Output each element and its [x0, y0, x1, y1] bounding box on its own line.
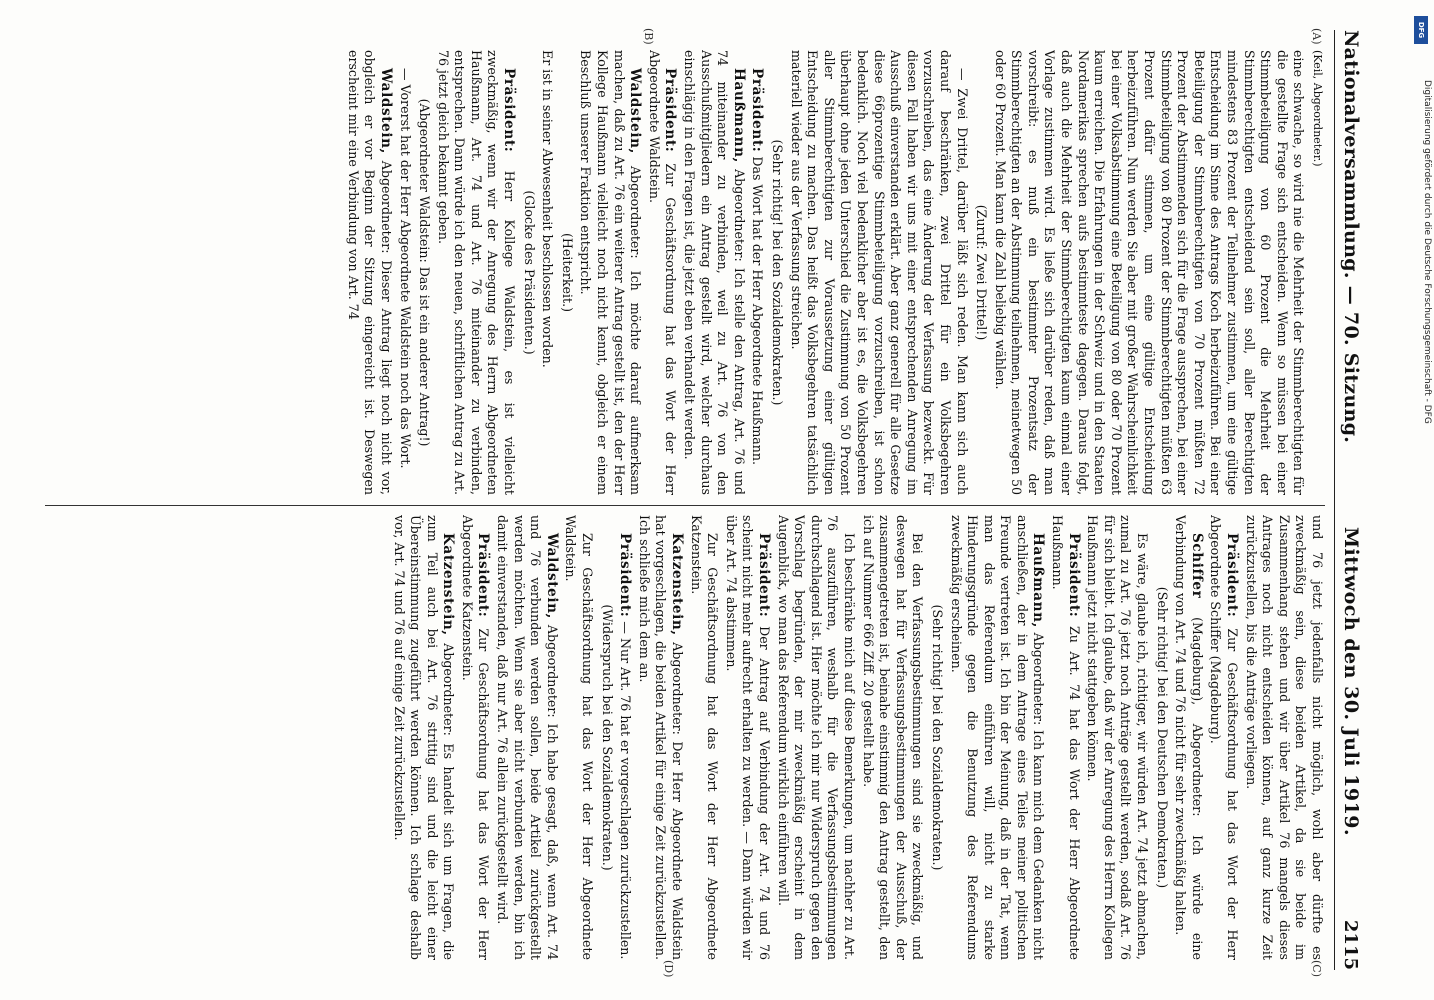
speech-text: Der Antrag auf Verbindung der Art. 74 und 76 scheint nicht mehr aufrecht erhalten zu werden. — Dann würden wir über Art. 74 abstimmen.: [723, 515, 772, 960]
page-header: [1334, 30, 1367, 970]
interjection: (Sehr richtig! bei den Sozialdemokraten.): [929, 604, 945, 871]
speech: [680, 50, 746, 495]
margin-letter-c: (C): [1310, 960, 1323, 977]
paragraph: — Zwei Drittel, darüber läßt sich reden. Man kann sich auch darauf beschränken, zwei Drittel für ein Volksbegehren vorzuschreiben, das eine Änderung der Verfassung bezweckt. Für diesen Fall haben wir uns mit einer entsprechenden Anregung im Ausschuß einverstanden erklärt. Aber ganz generell für alle Gesetze diese 66prozentige Stimmbeteiligung vorzuschreiben, ist schon bedenklich. Noch viel bedenklicher aber ist es, die Volksbegehren überhaupt ohne jeden Unterschied die Zustimmung von 50 Prozent aller Stimmberechtigten zur Voraussetzung einer gültigen Entscheidung zu machen. Das heißt das Volksbegehren tatsächlich materiell wieder aus der Verfassung streichen.: [788, 50, 970, 495]
speaker-name: Präsident:: [501, 68, 518, 153]
interjection: (Widerspruch bei den Sozialdemokraten.): [599, 604, 615, 871]
speaker-continuation: (Keil, Abgeordneter.): [1311, 50, 1324, 167]
speaker-name: Präsident:: [475, 533, 492, 618]
interjection: (Zuruf: Zwei Drittel!): [974, 204, 990, 341]
margin-letter-a: (A): [1310, 28, 1323, 45]
paragraph: Ich beschränke mich auf diese Bemerkungen, um nachher zu Art. 76 auszuführen, weshalb für die Verfassungsbestimmungen durchschlagend ist. Hier möchte ich mir nur Widerspruch gegen den Vorschlag begründen, der mir zweckmäßig erscheint in dem Augenblick, wo man das Referendum wirklich einführen will.: [775, 515, 857, 960]
dfg-logo: [1414, 16, 1428, 44]
speech: [344, 50, 394, 495]
interjection: (Glocke des Präsidenten.): [521, 190, 537, 355]
speech-text: — Nur Art. 76 hat er vorgeschlagen zurückzustellen.: [618, 621, 634, 960]
interjection: (Heiterkeit.): [559, 233, 575, 312]
rotated-page-content: [5, 0, 1375, 1000]
header-assembly-title: Nationalversammlung. — 70. Sitzung.: [1340, 30, 1362, 444]
speech: [390, 515, 456, 960]
margin-letter-b: (B): [642, 28, 655, 45]
speaker-name: Waldstein,: [627, 68, 644, 154]
speech: [947, 515, 1047, 960]
paragraph: Bei den Verfassungsbestimmungen sind sie zweckmäßig, und deswegen hat für Verfassungsbestimmungen der Ausschuß, der zusammengetreten ist, beinahe einstimmig den Antrag gestellt, den ich auf Nummer 666 Ziff. 20 gestellt habe.: [860, 515, 926, 960]
header-date: Mittwoch den 30. Juli 1919.: [1340, 526, 1362, 837]
speech: [434, 50, 517, 495]
paragraph: Zur Geschäftsordnung hat das Wort der Herr Abgeordnete Katzenstein.: [688, 515, 721, 960]
paragraph: eine schwache, so wird nie die Mehrheit der Stimmberechtigten für die gestellte Frage sich entscheiden. Wenn so müssen bei einer Stimmbeteiligung von 60 Prozent die Mehrheit der Stimmberechtigten entscheidend sein soll, aller Berechtigten mindestens 83 Prozent der Teilnehmer zustimmen, um eine gültige Entscheidung im Sinne des Antrags Koch herbeizuführen. Bei einer Beteiligung der Stimmberechtigten von 70 Prozent müßten 72 Prozent der Abstimmenden sich für die Frage aussprechen, bei einer Stimmbeteiligung von 80 Prozent der Stimmberechtigten müßten 63 Prozent dafür stimmen, um eine gültige Entscheidung herbeizuführen. Nun werden Sie aber mit großer Wahrscheinlichkeit bei einer Volksabstimmung eine Beteiligung von 80 oder 70 Prozent kaum erreichen. Die Erfahrungen in der Schweiz und in den Staaten Nordamerikas sprechen aufs bestimmteste dagegen. Daraus folgt, daß auch die Mehrheit der Stimmberechtigten kaum einmal einer Vorlage zustimmen wird. Es ließe sich darüber reden, daß man vorschreibt: es muß ein bestimmter Prozentsatz der Stimmberechtigten an der Abstimmung teilnehmen, meinetwegen 50 oder 60 Prozent. Man kann die Zahl beliebig wählen.: [992, 50, 1307, 495]
speaker-name: Präsident:: [662, 68, 679, 153]
speech-text: Zur Geschäftsordnung hat das Wort der Herr Abgeordnete Waldstein.: [646, 50, 679, 495]
interjection: (Sehr richtig! bei den Deutschen Demokraten.): [1154, 586, 1170, 889]
speaker-name: Katzenstein,: [669, 533, 686, 636]
speaker-name: Präsident:: [749, 68, 766, 153]
speaker-name: Präsident:: [1224, 533, 1241, 618]
speaker-name: Präsident:: [756, 533, 772, 618]
speech: [617, 515, 634, 960]
speech-text: Das Wort hat der Herr Abgeordnete Haußmann.: [750, 156, 766, 465]
speech-text: Zur Geschäftsordnung hat das Wort der Herr Abgeordnete Schiffer (Magdeburg).: [1208, 515, 1241, 960]
speech-text: Abgeordneter: Ich stelle den Antrag, Art. 76 und 74 miteinander zu verbinden, weil zu Art. 76 von den Ausschußmitgliedern ein Antrag gestellt wird, welcher durchaus einschlägig in den Fragen ist, die jetzt eben verhandelt werden.: [682, 50, 747, 495]
speech-text: Zur Geschäftsordnung hat das Wort der Herr Abgeordnete Katzenstein.: [459, 515, 492, 960]
right-column: [25, 515, 1325, 960]
digitization-note-text: Digitalisierung gefördert durch die Deutsche Forschungsgemeinschaft - DFG: [1422, 80, 1432, 424]
speech: [749, 50, 766, 495]
speech: [635, 515, 685, 960]
speaker-name: Haußmann,: [1030, 533, 1047, 628]
interjection: (Abgeordneter Waldstein: Das ist ein anderer Antrag!): [417, 98, 433, 447]
margin-letter-d: (D): [662, 960, 675, 978]
speech-text: Abgeordneter: Ich kann mich dem Gedanken nicht anschließen, der in dem Antrage eines Teiles meiner politischen Freunde vertreten ist. Ich bin der Meinung, daß in der Tat, wenn man das Referendum einführen will, nicht zu starke Hinderungsgründe gegen die Benutzung des Referendums zweckmäßig erscheinen.: [948, 515, 1047, 960]
speech: [645, 50, 678, 495]
speaker-name: Waldstein,: [543, 533, 560, 619]
speech-text: Herr Kollege Waldstein, es ist vielleicht zweckmäßig, wenn wir der Anregung des Herrn Abgeordneten Haußmann, Art. 74 und Art. 76 miteinander zu verbinden, entsprechen. Dann würde ich den neuen, schriftlichen Antrag zu Art. 76 jetzt gleich bekannt geben.: [435, 50, 518, 495]
speaker-name: Waldstein,: [377, 68, 394, 154]
speech-text: Abgeordneter: Ich habe gesagt, daß, wenn Art. 74 und 76 verbunden werden sollen, beide Artikel zurückgestellt werden möchten. Wenn sie aber nicht verbunden werden, bin ich damit einverstanden, daß nur Art. 76 allein zurückgestellt wird.: [495, 515, 560, 960]
column-divider: [45, 505, 1325, 506]
speaker-name: Präsident:: [1065, 533, 1082, 618]
dfg-logo-text: DFG: [1417, 21, 1425, 39]
speech-text: Abgeordneter: Ich möchte darauf aufmerksam machen, daß zu Art. 76 ein weiterer Antrag gestellt ist, den der Herr Kollege Haußmann vielleicht noch nicht kennt, obgleich er einem Beschluß unserer Fraktion entspricht.: [578, 50, 644, 495]
paragraph: Zur Geschäftsordnung hat das Wort der Herr Abgeordnete Waldstein.: [563, 515, 596, 960]
speech-text: Abgeordneter: Der Herr Abgeordnete Waldstein hat vorgeschlagen, die beiden Artikel für einige Zeit zurückzustellen. Ich schließe mich dem an.: [636, 515, 686, 960]
speech-text: Abgeordneter: Es handelt sich um Fragen, die zum Teil auch bei Art. 76 strittig sind und die leicht einer Übereinstimmung zugeführt werden können. Ich schlage deshalb vor, Art. 74 und 76 auf einige Zeit zurückzustellen.: [391, 515, 457, 960]
speech: [494, 515, 560, 960]
speech: [1049, 515, 1082, 960]
speech: [1207, 515, 1240, 960]
digitization-note: [1414, 10, 1430, 990]
speech: [458, 515, 491, 960]
interjection: (Sehr richtig! bei den Sozialdemokraten.): [770, 139, 785, 406]
speaker-name: Präsident:: [617, 533, 634, 618]
paragraph: — Vorerst hat der Herr Abgeordnete Waldstein noch das Wort.: [397, 68, 413, 469]
left-column: [25, 50, 1325, 495]
paragraph: und 76 jetzt jedenfalls nicht möglich, wohl aber dürfte es zweckmäßig sein, diese beiden Artikel, da sie beide im Zusammenhang stehen und wir über Artikel 76 mangels dieses Antrages noch nicht entscheiden können, auf ganz kurze Zeit zurückzustellen, bis die Anträge vorliegen.: [1243, 515, 1325, 960]
paragraph: Es wäre, glaube ich, richtiger, wir würden Art. 74 jetzt abmachen, zumal zu Art. 76 jetzt noch Anträge gestellt werden, sodaß Art. 76 für sich bleibt. Ich glaube, daß wir der Anregung des Herrn Kollegen Haußmann jetzt nicht stattgeben können.: [1085, 515, 1151, 960]
speaker-name: Katzenstein,: [440, 533, 457, 636]
speech: [1172, 515, 1205, 960]
paragraph: Er ist in seiner Abwesenheit beschlossen worden.: [540, 50, 556, 368]
page-number: 2115: [1340, 919, 1362, 970]
speech-text: Abgeordneter: Dieser Antrag liegt noch nicht vor, obgleich er vor Beginn der Sitzung eingereicht ist. Deswegen erscheint mir eine Verbindung von Art. 74: [345, 50, 394, 495]
speech-text: Zu Art. 74 hat das Wort der Herr Abgeordnete Haußmann.: [1050, 515, 1082, 960]
speaker-name: Schiffer: [1188, 533, 1205, 599]
speech: [722, 515, 772, 960]
speaker-name: Haußmann,: [730, 68, 747, 163]
speech-text: (Magdeburg), Abgeordneter: Ich würde eine Verbindung von Art. 74 und 76 nicht für sehr zweckmäßig halten.: [1173, 515, 1205, 960]
speech: [577, 50, 643, 495]
